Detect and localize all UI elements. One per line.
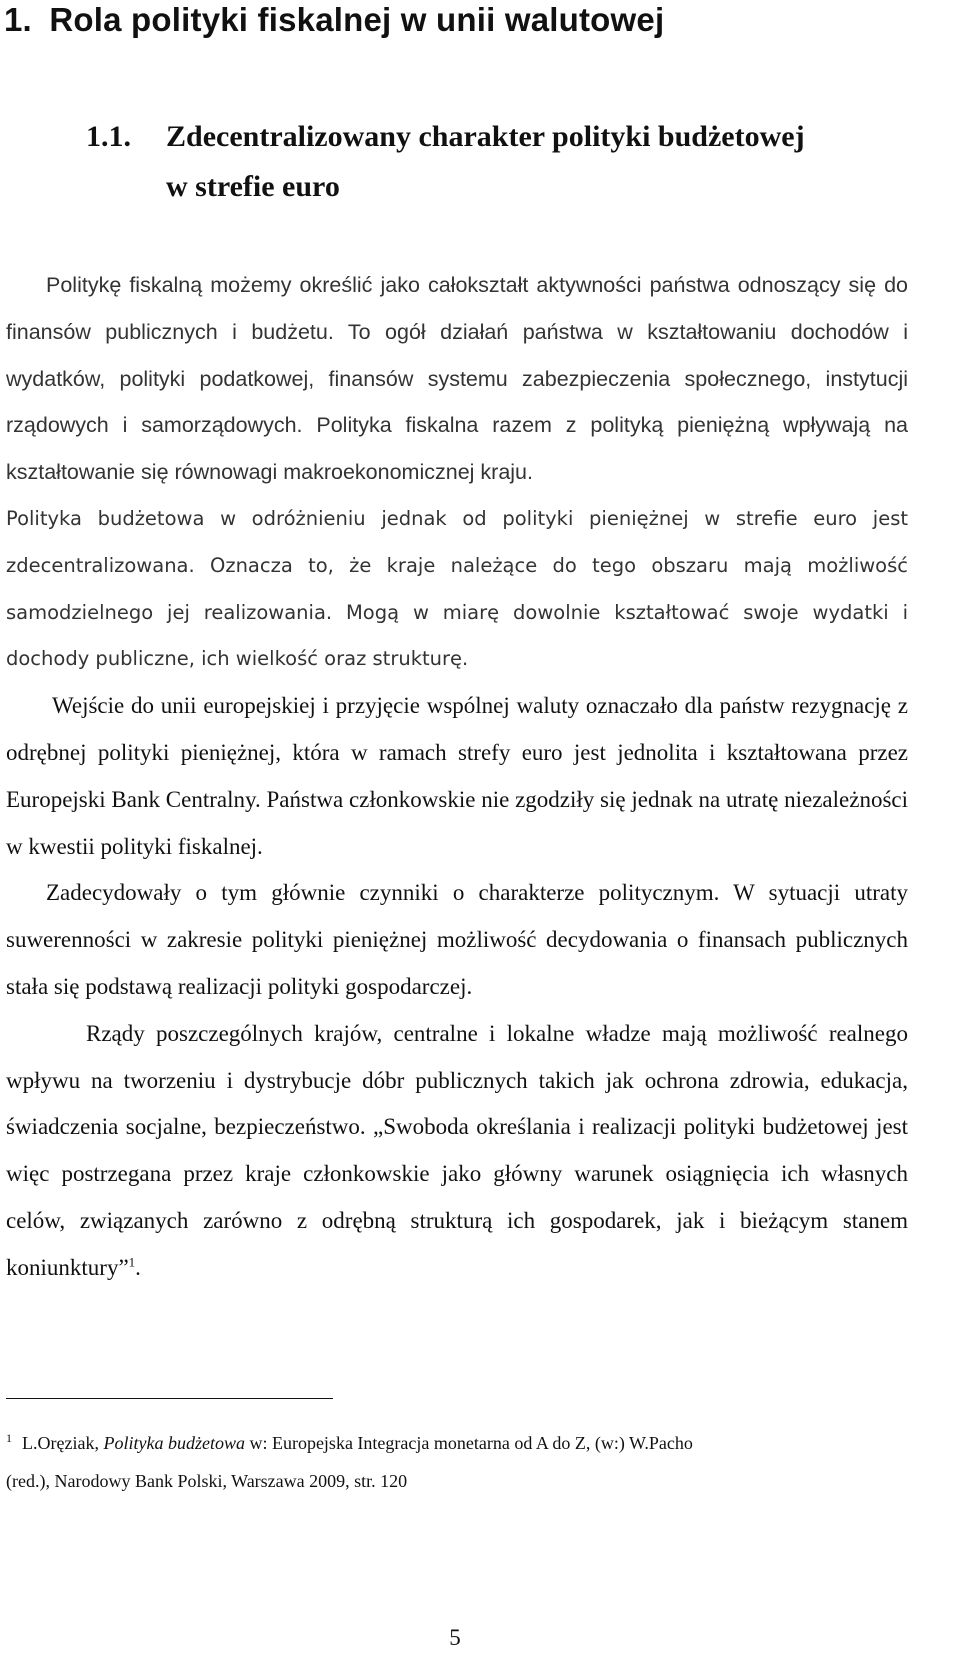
paragraph-4: Zadecydowały o tym głównie czynniki o charakterze politycznym. W sytuacji utraty suwerenności w zakresie polityki pieniężnej możliwość decydowania o finansach publicznych stała się podstawą realizacji polityki gospodarczej. [6, 880, 908, 999]
footnote-title: Polityka budżetowa [103, 1433, 245, 1453]
footnote-author: L.Oręziak, [22, 1433, 104, 1453]
paragraph-5 [6, 1011, 908, 1292]
footnote-rest-1: w: Europejska Integracja monetarna od A do Z, (w:) W.Pacho [244, 1433, 693, 1453]
footnote-reference[interactable]: 1 [128, 1254, 136, 1270]
paragraph-5-end: . [135, 1254, 141, 1280]
footnote-separator [6, 1398, 333, 1399]
paragraph-2: Polityka budżetowa w odróżnieniu jednak od polityki pieniężnej w strefie euro jest zdecentralizowana. Oznacza to, że kraje należące do tego obszaru mają możliwość samodzielnego jej realizowania. Mogą w miarę dowolnie kształtować swoje wydatki i dochody publiczne, ich wielkość oraz strukturę. [6, 506, 908, 671]
section-number: 1.1. [86, 120, 131, 153]
footnote-line-1 [6, 1424, 908, 1462]
footnote [6, 1424, 908, 1500]
section-title-line2: w strefie euro [166, 170, 340, 203]
section-heading [86, 112, 886, 212]
footnote-line-2: (red.), Narodowy Bank Polski, Warszawa 2009, str. 120 [6, 1471, 408, 1491]
footnote-marker: 1 [6, 1431, 12, 1445]
section-title-line1: Zdecentralizowany charakter polityki budżetowej [166, 120, 805, 153]
chapter-title: Rola polityki fiskalnej w unii walutowej [49, 1, 665, 38]
paragraph-1: Politykę fiskalną możemy określić jako całokształt aktywności państwa odnoszący się do finansów publicznych i budżetu. To ogół działań państwa w kształtowaniu dochodów i wydatków, polityki podatkowej, finansów systemu zabezpieczenia społecznego, instytucji rządowych i samorządowych. Polityka fiskalna razem z polityką pieniężną wpływają na kształtowanie się równowagi makroekonomicznej kraju. [6, 273, 908, 485]
page-number: 5 [449, 1625, 461, 1650]
paragraph-3: Wejście do unii europejskiej i przyjęcie wspólnej waluty oznaczało dla państw rezygnację z odrębnej polityki pieniężnej, która w ramach strefy euro jest jednolita i kształtowana przez Europejski Bank Centralny. Państwa członkowskie nie zgodziły się jednak na utratę niezależności w kwestii polityki fiskalnej. [6, 693, 908, 859]
body-text [6, 262, 908, 1292]
paragraph-5-text: Rządy poszczególnych krajów, centralne i lokalne władze mają możliwość realnego wpływu na tworzeniu i dystrybucje dóbr publicznych takich jak ochrona zdrowia, edukacja, świadczenia socjalne, bezpieczeństwo. „Swoboda określania i realizacji polityki budżetowej jest więc postrzegana przez kraje członkowskie jako główny warunek osiągnięcia ich własnych celów, związanych zarówno z odrębną strukturą ich gospodarek, jak i bieżącym stanem koniunktury” [6, 1020, 908, 1280]
chapter-heading [4, 0, 664, 40]
chapter-number: 1. [4, 1, 32, 38]
